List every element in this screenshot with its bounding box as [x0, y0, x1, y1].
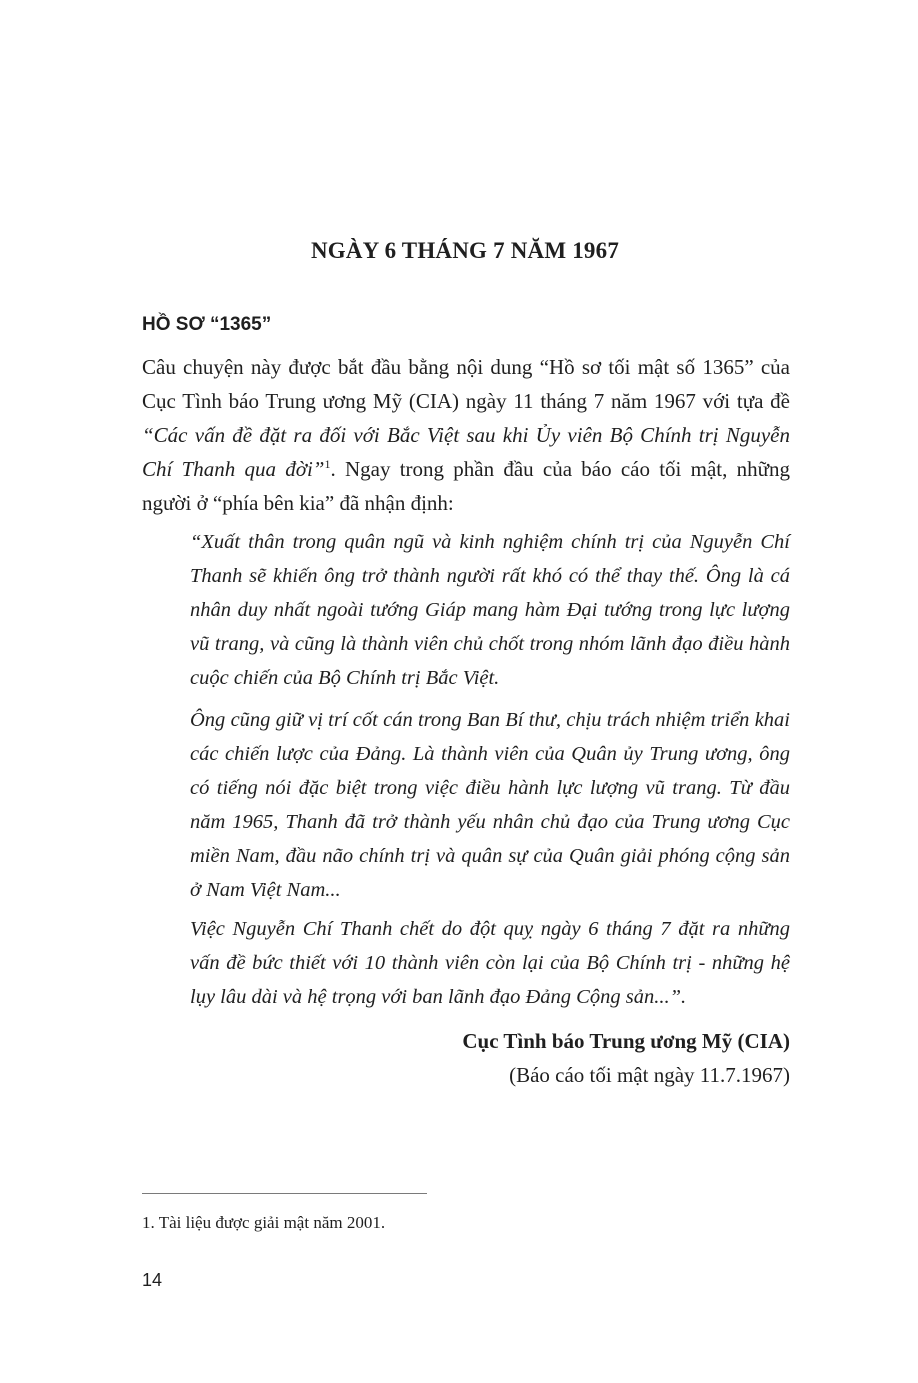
footnote: 1. Tài liệu được giải mật năm 2001. [142, 1213, 386, 1232]
quote-paragraph-3: Việc Nguyễn Chí Thanh chết do đột quỵ ngày 6 tháng 7 đặt ra những vấn đề bức thiết với 10 thành viên còn lại của Bộ Chính trị - những hệ lụy lâu dài và hệ trọng với ban lãnh đạo Đảng Cộng sản...”. [190, 918, 790, 1008]
intro-italic-title: “Các vấn đề đặt ra đối với Bắc Việt sau khi Ủy viên Bộ Chính trị Nguyễn Chí Thanh qua đời” [142, 423, 790, 481]
quote-paragraph-2: Ông cũng giữ vị trí cốt cán trong Ban Bí thư, chịu trách nhiệm triển khai các chiến lược của Đảng. Là thành viên của Quân ủy Trung ương, ông có tiếng nói đặc biệt trong việc điều hành lực lượng vũ trang. Từ đầu năm 1965, Thanh đã trở thành yếu nhân chủ đạo của Trung ương Cục miền Nam, đầu não chính trị và quân sự của Quân giải phóng cộng sản ở Nam Việt Nam... [190, 709, 790, 901]
intro-text-part2: . Ngay trong phần đầu của báo cáo tối mật, những người ở “phía bên kia” đã nhận định: [142, 457, 790, 515]
attribution-note: (Báo cáo tối mật ngày 11.7.1967) [509, 1063, 790, 1087]
footnote-reference: 1 [324, 457, 331, 471]
page-number: 14 [142, 1270, 163, 1290]
chapter-title: NGÀY 6 THÁNG 7 NĂM 1967 [310, 238, 620, 263]
intro-paragraph [142, 350, 790, 520]
section-heading: HỒ SƠ “1365” [142, 314, 272, 335]
quote-paragraph-1: “Xuất thân trong quân ngũ và kinh nghiệm chính trị của Nguyễn Chí Thanh sẽ khiến ông trở thành người rất khó có thể thay thế. Ông là cá nhân duy nhất ngoài tướng Giáp mang hàm Đại tướng trong lực lượng vũ trang, và cũng là thành viên chủ chốt trong nhóm lãnh đạo điều hành cuộc chiến của Bộ Chính trị Bắc Việt. [190, 531, 790, 689]
intro-text-part1: Câu chuyện này được bắt đầu bằng nội dung “Hồ sơ tối mật số 1365” của Cục Tình báo Trung ương Mỹ (CIA) ngày 11 tháng 7 năm 1967 với tựa đề [142, 355, 790, 413]
attribution-source: Cục Tình báo Trung ương Mỹ (CIA) [462, 1029, 790, 1053]
quote-attribution [462, 1024, 790, 1092]
footnote-divider [142, 1193, 427, 1194]
